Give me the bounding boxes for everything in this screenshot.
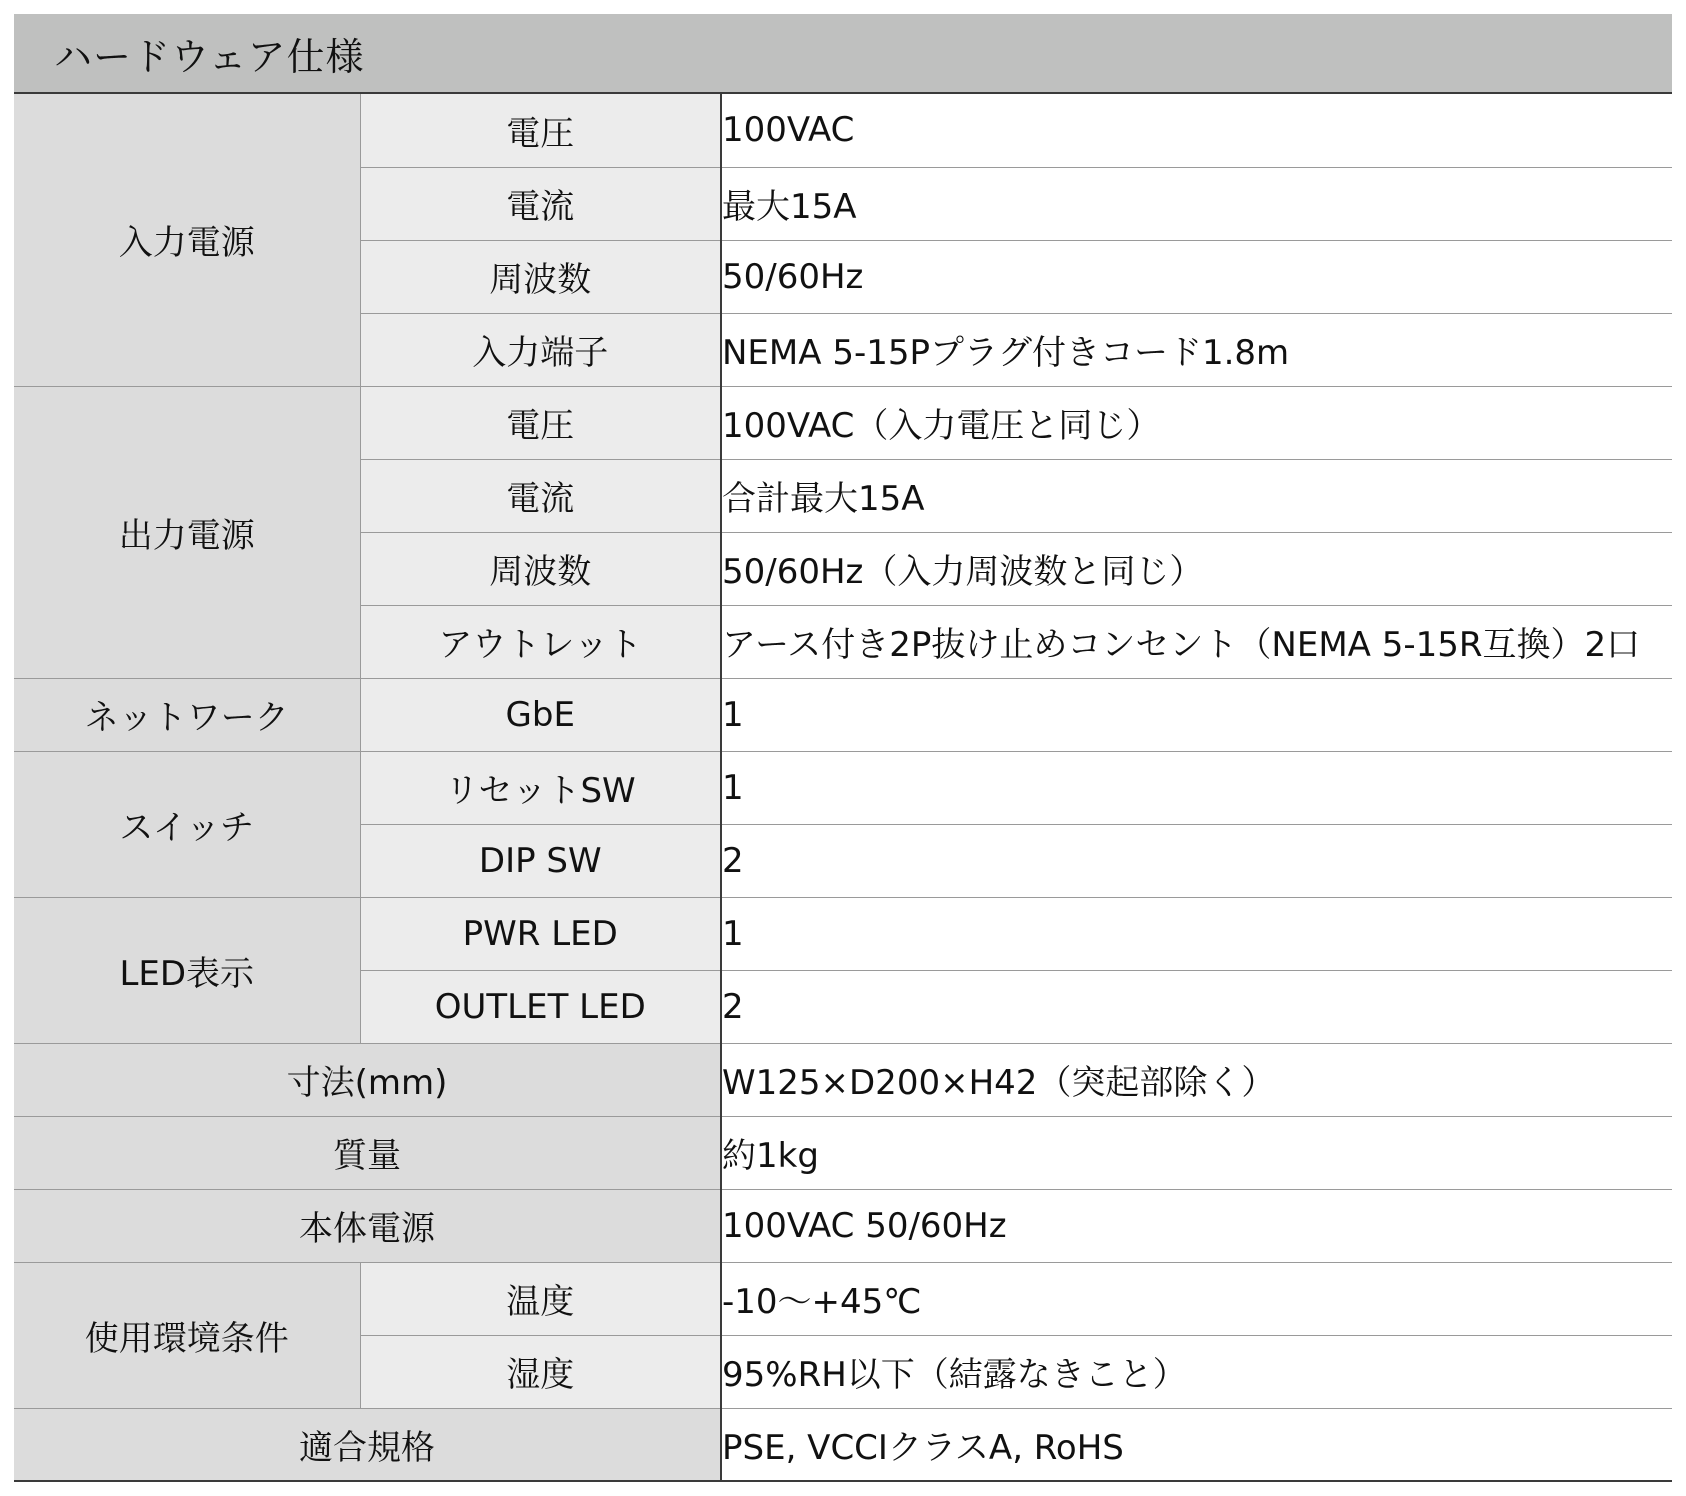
table-row [14,1116,1672,1189]
table-row [14,897,1672,970]
item-label: 電流 [360,167,721,240]
item-value: 1 [721,678,1672,751]
item-label: GbE [360,678,721,751]
category-output-power: 出力電源 [14,386,360,678]
item-label: 周波数 [360,532,721,605]
item-value: 50/60Hz（入力周波数と同じ） [721,532,1672,605]
item-value: 100VAC（入力電圧と同じ） [721,386,1672,459]
table-row [14,678,1672,751]
item-value: 約1kg [721,1116,1672,1189]
category-mass: 質量 [14,1116,721,1189]
item-label: PWR LED [360,897,721,970]
category-body-power: 本体電源 [14,1189,721,1262]
category-compliance: 適合規格 [14,1408,721,1481]
item-value: NEMA 5-15Pプラグ付きコード1.8m [721,313,1672,386]
category-switch: スイッチ [14,751,360,897]
item-value: 合計最大15A [721,459,1672,532]
table-row [14,386,1672,459]
item-value: 100VAC 50/60Hz [721,1189,1672,1262]
item-label: リセットSW [360,751,721,824]
item-value: PSE, VCCIクラスA, RoHS [721,1408,1672,1481]
table-row [14,1043,1672,1116]
table-row [14,94,1672,167]
item-value: 2 [721,824,1672,897]
item-label: アウトレット [360,605,721,678]
item-value: 50/60Hz [721,240,1672,313]
item-label: 電圧 [360,94,721,167]
title-bar [14,14,1672,94]
category-environment: 使用環境条件 [14,1262,360,1408]
table-row [14,751,1672,824]
item-label: 周波数 [360,240,721,313]
spec-table [14,94,1672,1482]
spec-sheet [14,14,1672,1482]
item-label: 温度 [360,1262,721,1335]
table-row [14,1189,1672,1262]
category-network: ネットワーク [14,678,360,751]
item-value: 95%RH以下（結露なきこと） [721,1335,1672,1408]
item-value: W125×D200×H42（突起部除く） [721,1043,1672,1116]
item-value: 2 [721,970,1672,1043]
item-label: OUTLET LED [360,970,721,1043]
item-label: 電流 [360,459,721,532]
item-value: 1 [721,751,1672,824]
item-value: -10～+45℃ [721,1262,1672,1335]
table-row [14,1408,1672,1481]
item-value: 1 [721,897,1672,970]
page-title: ハードウェア仕様 [54,34,365,79]
item-label: 湿度 [360,1335,721,1408]
item-value: 最大15A [721,167,1672,240]
table-row [14,1262,1672,1335]
item-value: アース付き2P抜け止めコンセント（NEMA 5-15R互換）2口 [721,605,1672,678]
category-led: LED表示 [14,897,360,1043]
category-dimensions: 寸法(mm) [14,1043,721,1116]
item-label: DIP SW [360,824,721,897]
item-value: 100VAC [721,94,1672,167]
category-input-power: 入力電源 [14,94,360,386]
item-label: 電圧 [360,386,721,459]
item-label: 入力端子 [360,313,721,386]
